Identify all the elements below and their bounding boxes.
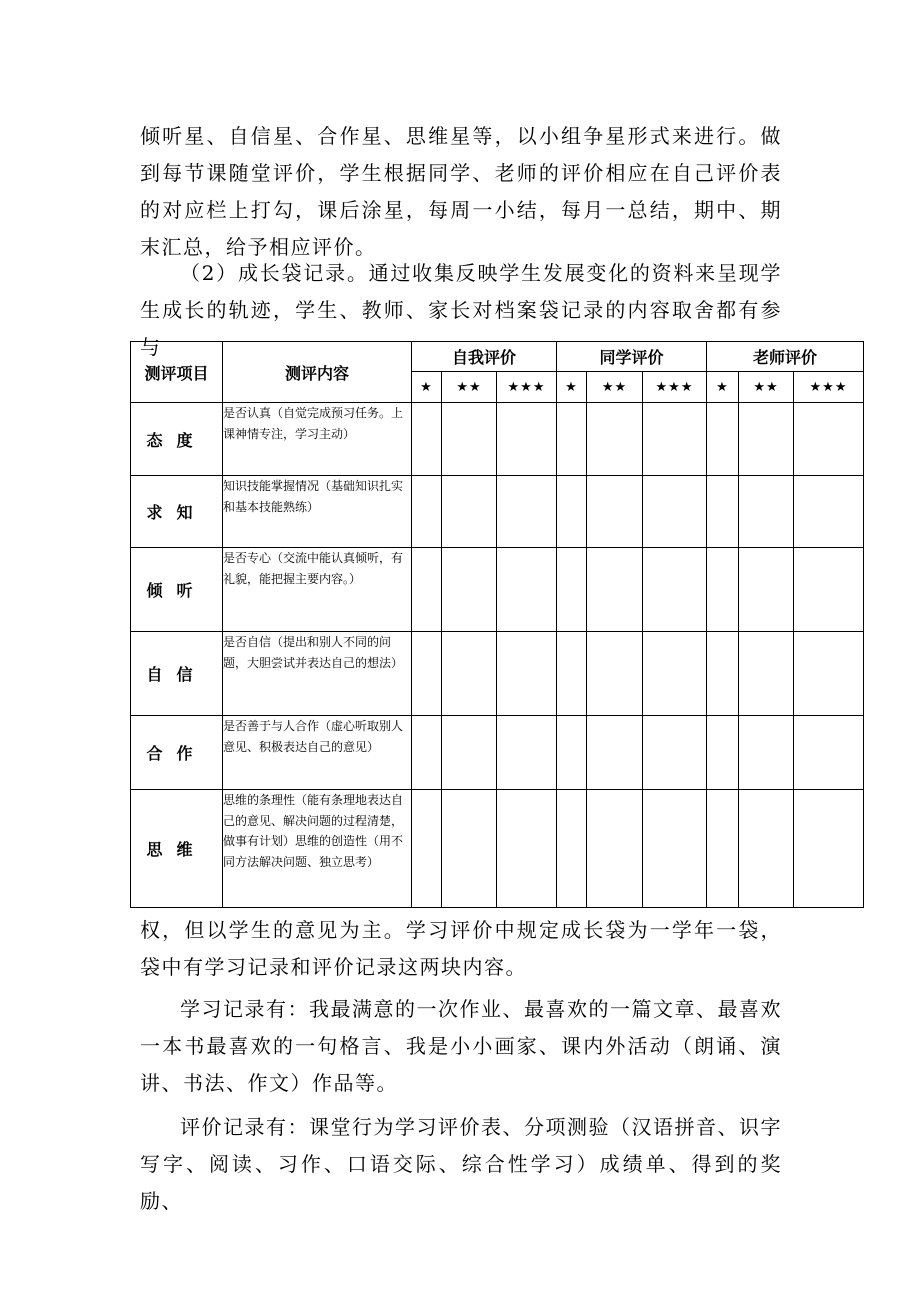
rating-cell[interactable] [557,632,587,716]
item-cooperation: 合作 [131,716,223,790]
rating-cell[interactable] [557,548,587,632]
rating-cell[interactable] [497,403,557,476]
rating-cell[interactable] [707,716,739,790]
paragraph-evaluation-stars: 倾听星、自信星、合作星、思维星等，以小组争星形式来进行。做到每节课随堂评价，学生根据同学、老师的评价相应在自己评价表的对应栏上打勾，课后涂星，每周一小结，每月一总结，期中、期末汇总，给予相应评价。 [140,124,782,259]
rating-cell[interactable] [739,716,794,790]
table-row-knowledge [131,476,864,548]
content-knowledge: 知识技能掌握情况（基础知识扎实和基本技能熟练） [223,476,412,548]
paragraph-learning-records: 学习记录有：我最满意的一次作业、最喜欢的一篇文章、最喜欢一本书最喜欢的一句格言、我是小小画家、课内外活动（朗诵、演讲、书法、作文）作品等。 [140,997,782,1095]
item-confidence: 自信 [131,632,223,716]
header-item: 测评项目 [131,342,223,403]
rating-cell[interactable] [739,790,794,908]
rating-cell[interactable] [794,790,864,908]
rating-cell[interactable] [497,476,557,548]
peer-three-stars: ★★★ [643,372,707,403]
rating-cell[interactable] [794,632,864,716]
teacher-three-stars: ★★★ [794,372,864,403]
table-row-confidence [131,632,864,716]
rating-cell[interactable] [707,790,739,908]
teacher-one-star: ★ [707,372,739,403]
rating-cell[interactable] [707,476,739,548]
rating-cell[interactable] [739,548,794,632]
rating-cell[interactable] [643,716,707,790]
rating-cell[interactable] [643,548,707,632]
rating-cell[interactable] [707,548,739,632]
table-row-cooperation [131,716,864,790]
rating-cell[interactable] [587,403,643,476]
rating-cell[interactable] [587,790,643,908]
rating-cell[interactable] [557,716,587,790]
rating-cell[interactable] [497,790,557,908]
rating-cell[interactable] [412,632,442,716]
rating-cell[interactable] [412,790,442,908]
self-two-stars: ★★ [442,372,497,403]
table-row-thinking [131,790,864,908]
content-cooperation: 是否善于与人合作（虚心听取别人意见、积极表达自己的意见） [223,716,412,790]
rating-cell[interactable] [442,476,497,548]
header-peer-evaluation: 同学评价 [557,342,707,372]
rating-cell[interactable] [412,403,442,476]
rating-cell[interactable] [557,790,587,908]
table-row-listening [131,548,864,632]
teacher-two-stars: ★★ [739,372,794,403]
rating-cell[interactable] [587,476,643,548]
rating-cell[interactable] [442,548,497,632]
rating-cell[interactable] [643,632,707,716]
rating-cell[interactable] [739,476,794,548]
rating-cell[interactable] [557,403,587,476]
rating-cell[interactable] [739,403,794,476]
rating-cell[interactable] [442,716,497,790]
content-thinking: 思维的条理性（能有条理地表达自己的意见、解决问题的过程清楚，做事有计划）思维的创造性（用不同方法解决问题、独立思考） [223,790,412,908]
rating-cell[interactable] [794,548,864,632]
rating-cell[interactable] [442,403,497,476]
rating-cell[interactable] [412,476,442,548]
rating-cell[interactable] [442,790,497,908]
content-listening: 是否专心（交流中能认真倾听，有礼貌，能把握主要内容。） [223,548,412,632]
self-three-stars: ★★★ [497,372,557,403]
content-confidence: 是否自信（提出和别人不同的问题，大胆尝试并表达自己的想法） [223,632,412,716]
rating-cell[interactable] [643,790,707,908]
paragraph-evaluation-records: 评价记录有：课堂行为学习评价表、分项测验（汉语拼音、识字写字、阅读、习作、口语交际、综合性学习）成绩单、得到的奖励、 [140,1115,782,1213]
rating-cell[interactable] [497,548,557,632]
item-knowledge: 求知 [131,476,223,548]
evaluation-table [130,341,864,908]
header-self-evaluation: 自我评价 [412,342,557,372]
content-attitude: 是否认真（自觉完成预习任务。上课神情专注，学习主动） [223,403,412,476]
rating-cell[interactable] [794,403,864,476]
rating-cell[interactable] [643,403,707,476]
rating-cell[interactable] [412,716,442,790]
rating-cell[interactable] [794,476,864,548]
item-listening: 倾听 [131,548,223,632]
table-row-attitude [131,403,864,476]
rating-cell[interactable] [587,548,643,632]
rating-cell[interactable] [557,476,587,548]
rating-cell[interactable] [497,716,557,790]
rating-cell[interactable] [707,632,739,716]
rating-cell[interactable] [794,716,864,790]
rating-cell[interactable] [442,632,497,716]
self-one-star: ★ [412,372,442,403]
rating-cell[interactable] [739,632,794,716]
rating-cell[interactable] [412,548,442,632]
item-thinking: 思维 [131,790,223,908]
paragraph-growth-bag: （2）成长袋记录。通过收集反映学生发展变化的资料来呈现学生成长的轨迹，学生、教师、家长对档案袋记录的内容取舍都有参与 [140,261,782,359]
paragraph-growth-bag-continued: 权，但以学生的意见为主。学习评价中规定成长袋为一学年一袋，袋中有学习记录和评价记录这两块内容。 [140,918,782,979]
header-teacher-evaluation: 老师评价 [707,342,864,372]
rating-cell[interactable] [707,403,739,476]
item-attitude: 态度 [131,403,223,476]
peer-two-stars: ★★ [587,372,643,403]
rating-cell[interactable] [587,632,643,716]
rating-cell[interactable] [587,716,643,790]
rating-cell[interactable] [643,476,707,548]
rating-cell[interactable] [497,632,557,716]
header-content: 测评内容 [223,342,412,403]
peer-one-star: ★ [557,372,587,403]
